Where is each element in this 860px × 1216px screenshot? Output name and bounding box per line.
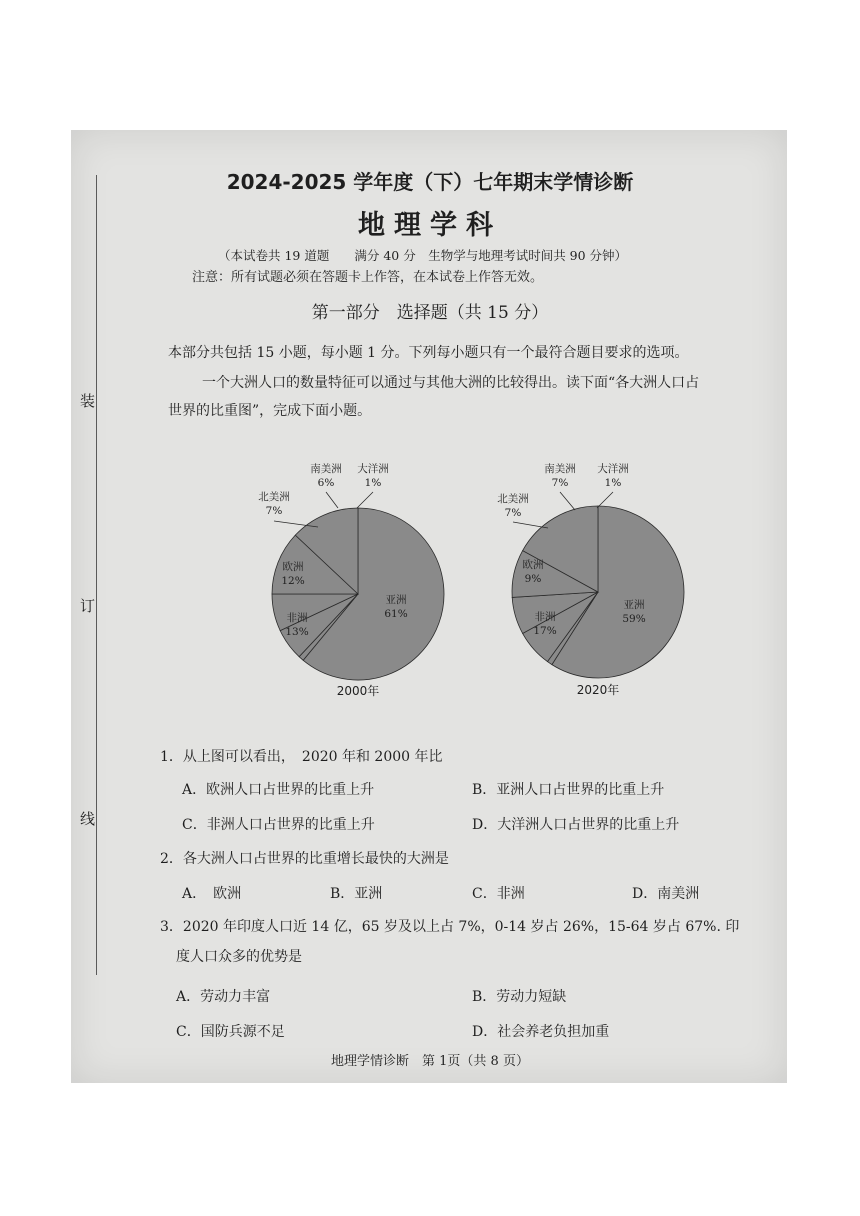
slice-name-南美洲: 南美洲 — [544, 463, 576, 475]
pie-year-label: 2020年 — [576, 683, 620, 697]
notice: 注意：所有试题必须在答题卡上作答，在本试卷上作答无效。 — [192, 270, 544, 285]
slice-value-南美洲: 7% — [551, 477, 569, 489]
leader-line-南美洲 — [326, 492, 338, 508]
slice-value-欧洲: 12% — [281, 575, 305, 587]
slice-name-北美洲: 北美洲 — [497, 493, 529, 505]
subject-title: 地理学科 — [358, 210, 502, 241]
question-3-stem-line-2: 度人口众多的优势是 — [176, 949, 302, 965]
binding-mark-zhuang: 装 — [80, 392, 96, 410]
slice-value-南美洲: 6% — [317, 477, 335, 489]
pie-year-label: 2000年 — [336, 684, 380, 698]
question-2-stem: 2．各大洲人口占世界的比重增长最快的大洲是 — [160, 851, 449, 867]
question-1-option-a: A．欧洲人口占世界的比重上升 — [182, 782, 375, 798]
slice-name-非洲: 非洲 — [534, 611, 556, 623]
intro-line-2: 世界的比重图”，完成下面小题。 — [168, 403, 372, 419]
pie-chart-2020 — [497, 462, 684, 697]
intro-line-1: 一个大洲人口的数量特征可以通过与其他大洲的比较得出。读下面“各大洲人口占 — [202, 375, 700, 391]
question-1-stem: 1．从上图可以看出， 2020 年和 2000 年比 — [160, 749, 443, 765]
pie-chart-2000 — [258, 462, 444, 698]
question-2-option-d: D．南美洲 — [632, 886, 700, 902]
slice-name-大洋洲: 大洋洲 — [357, 463, 389, 475]
part-heading: 第一部分 选择题（共 15 分） — [311, 303, 549, 323]
slice-value-非洲: 13% — [285, 626, 309, 638]
question-3-option-c: C．国防兵源不足 — [176, 1024, 285, 1040]
slice-value-大洋洲: 1% — [604, 477, 622, 489]
slice-name-南美洲: 南美洲 — [310, 463, 342, 475]
slice-value-大洋洲: 1% — [364, 477, 382, 489]
binding-mark-xian: 线 — [80, 810, 96, 828]
question-1-option-b: B．亚洲人口占世界的比重上升 — [472, 782, 665, 798]
slice-value-亚洲: 59% — [622, 613, 646, 625]
leader-line-大洋洲 — [357, 492, 373, 508]
part-instruction: 本部分共包括 15 小题，每小题 1 分。下列每小题只有一个最符合题目要求的选项。 — [168, 345, 689, 361]
question-1-option-c: C．非洲人口占世界的比重上升 — [182, 817, 375, 833]
exam-title: 2024-2025 学年度（下）七年期末学情诊断 — [226, 170, 634, 194]
slice-value-亚洲: 61% — [384, 608, 408, 620]
slice-value-北美洲: 7% — [504, 507, 522, 519]
slice-name-欧洲: 欧洲 — [522, 559, 544, 571]
slice-name-亚洲: 亚洲 — [385, 594, 407, 606]
slice-name-非洲: 非洲 — [286, 612, 308, 624]
question-2-option-b: B．亚洲 — [330, 886, 383, 902]
slice-name-北美洲: 北美洲 — [258, 491, 290, 503]
question-3-stem-line-1: 3．2020 年印度人口近 14 亿，65 岁及以上占 7%，0-14 岁占 26%，15-64 岁占 67%. 印 — [160, 919, 740, 935]
question-2-option-a: A． 欧洲 — [182, 886, 242, 902]
leader-line-北美洲 — [513, 522, 548, 528]
leader-line-大洋洲 — [597, 492, 613, 508]
slice-value-欧洲: 9% — [524, 573, 542, 585]
question-3-option-b: B．劳动力短缺 — [472, 989, 567, 1005]
exam-info: （本试卷共 19 道题 满分 40 分 生物学与地理考试时间共 90 分钟） — [218, 248, 628, 263]
slice-name-亚洲: 亚洲 — [623, 599, 645, 611]
slice-value-北美洲: 7% — [265, 505, 283, 517]
slice-name-大洋洲: 大洋洲 — [597, 463, 629, 475]
leader-line-南美洲 — [560, 492, 575, 510]
page-footer: 地理学情诊断 第 1页（共 8 页） — [331, 1054, 529, 1069]
slice-value-非洲: 17% — [533, 625, 557, 637]
binding-mark-ding: 订 — [80, 597, 96, 615]
slice-name-欧洲: 欧洲 — [282, 561, 304, 573]
question-3-option-d: D．社会养老负担加重 — [472, 1024, 610, 1040]
question-1-option-d: D．大洋洲人口占世界的比重上升 — [472, 817, 680, 833]
question-3-option-a: A．劳动力丰富 — [176, 989, 271, 1005]
question-2-option-c: C．非洲 — [472, 886, 525, 902]
